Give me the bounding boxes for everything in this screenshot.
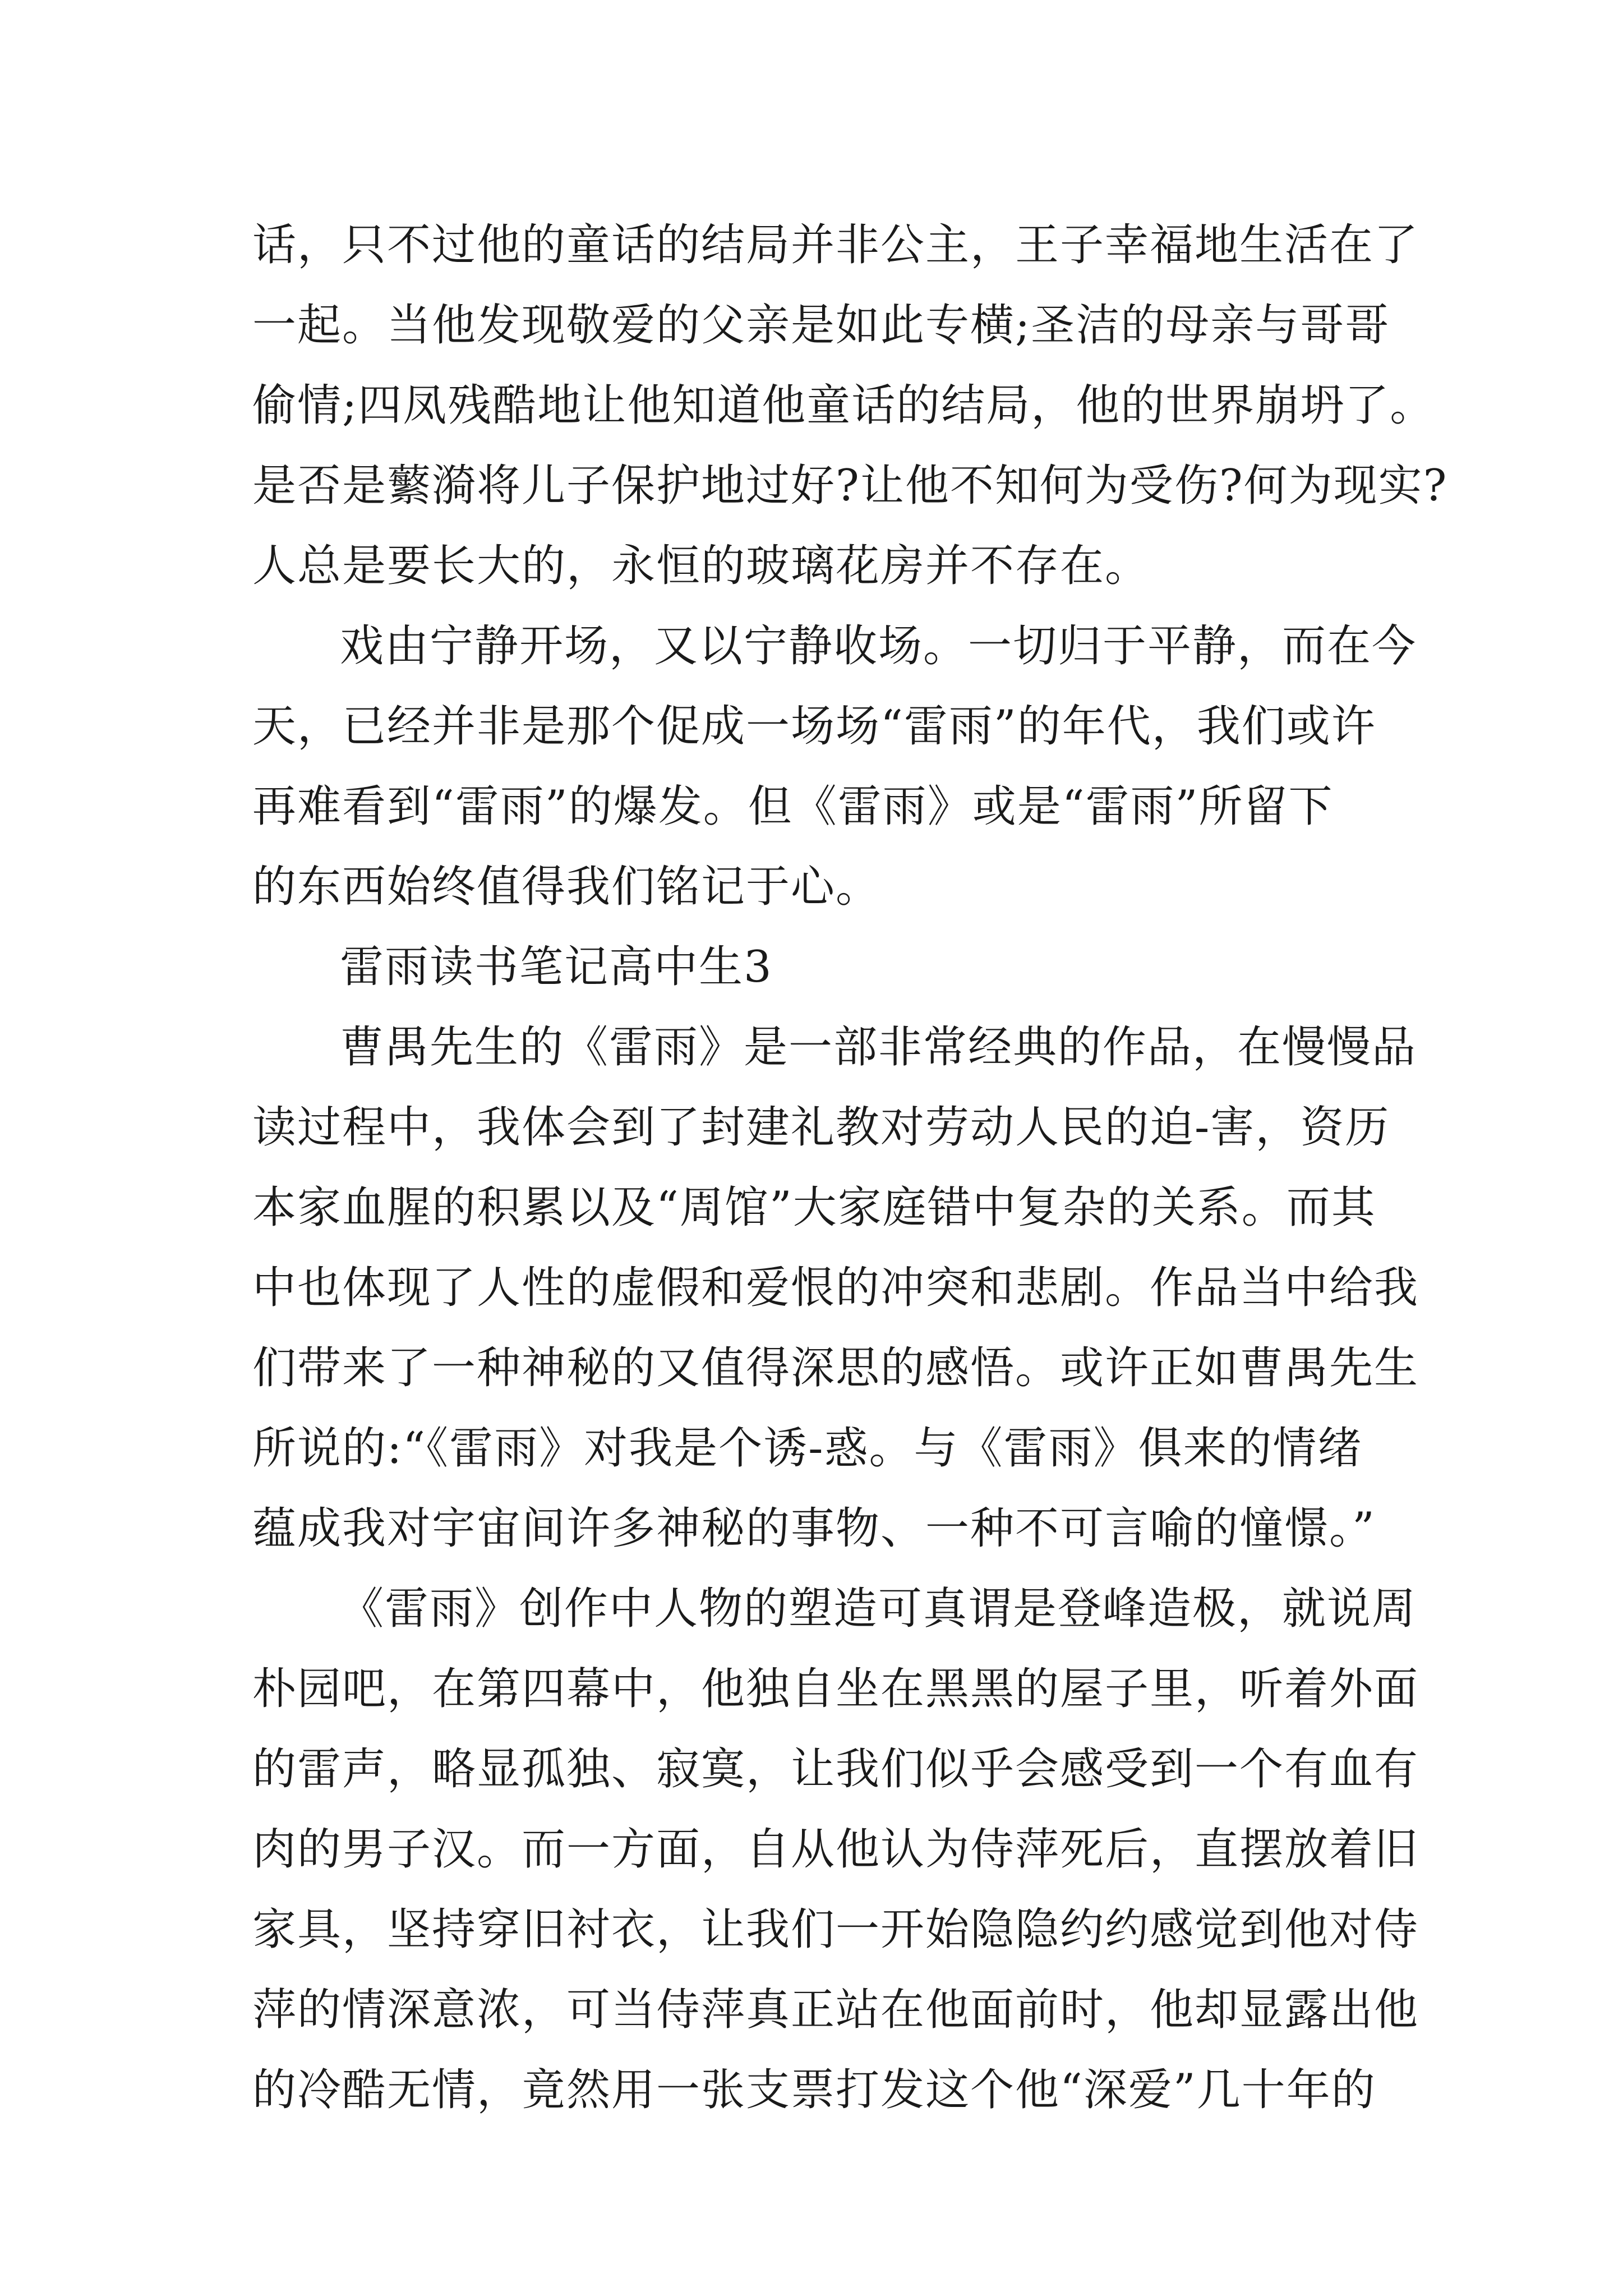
text-line: 的东西始终值得我们铭记于心。 [252, 862, 881, 912]
text-line: 萍的情深意浓，可当侍萍真正站在他面前时，他却显露出他 [252, 1985, 1419, 2035]
text-line: 再难看到“雷雨”的爆发。但《雷雨》或是“雷雨”所留下 [252, 781, 1334, 832]
text-line: 所说的:“《雷雨》对我是个诱-惑。与《雷雨》俱来的情绪 [252, 1423, 1363, 1474]
body-text [252, 205, 1448, 2131]
text-line: 话，只不过他的童话的结局并非公主，王子幸福地生活在了 [252, 220, 1419, 270]
text-line: 读过程中，我体会到了封建礼教对劳动人民的迫-害，资历 [252, 1102, 1390, 1153]
paragraph-start-line: 《雷雨》创作中人物的塑造可真谓是登峰造极，就说周 [340, 1584, 1417, 1634]
text-line: 天，已经并非是那个促成一场场“雷雨”的年代，我们或许 [252, 701, 1376, 752]
text-line: 是否是蘩漪将儿子保护地过好?让他不知何为受伤?何为现实? [252, 461, 1448, 511]
text-line: 家具，坚持穿旧衬衣，让我们一开始隐隐约约感觉到他对侍 [252, 1904, 1419, 1955]
text-line: 偷情;四凤残酷地让他知道他童话的结局，他的世界崩坍了。 [252, 380, 1435, 431]
section-heading: 雷雨读书笔记高中生3 [340, 942, 773, 992]
text-line: 蕴成我对宇宙间许多神秘的事物、一种不可言喻的憧憬。” [252, 1503, 1376, 1554]
text-line: 们带来了一种神秘的又值得深思的感悟。或许正如曹禺先生 [252, 1343, 1419, 1393]
text-line: 人总是要长大的，永恒的玻璃花房并不存在。 [252, 541, 1150, 591]
text-line: 的冷酷无情，竟然用一张支票打发这个他“深爱”几十年的 [252, 2065, 1376, 2115]
paragraph-start-line: 曹禺先生的《雷雨》是一部非常经典的作品，在慢慢品 [340, 1022, 1417, 1073]
text-line: 肉的男子汉。而一方面，自从他认为侍萍死后，直摆放着旧 [252, 1824, 1419, 1875]
paragraph-start-line: 戏由宁静开场，又以宁静收场。一切归于平静，而在今 [340, 621, 1417, 671]
text-line: 的雷声，略显孤独、寂寞，让我们似乎会感受到一个有血有 [252, 1744, 1419, 1795]
text-line: 中也体现了人性的虚假和爱恨的冲突和悲剧。作品当中给我 [252, 1263, 1419, 1313]
text-line: 一起。当他发现敬爱的父亲是如此专横;圣洁的母亲与哥哥 [252, 300, 1390, 351]
text-line: 朴园吧，在第四幕中，他独自坐在黑黑的屋子里，听着外面 [252, 1664, 1419, 1714]
text-line: 本家血腥的积累以及“周馆”大家庭错中复杂的关系。而其 [252, 1182, 1376, 1233]
